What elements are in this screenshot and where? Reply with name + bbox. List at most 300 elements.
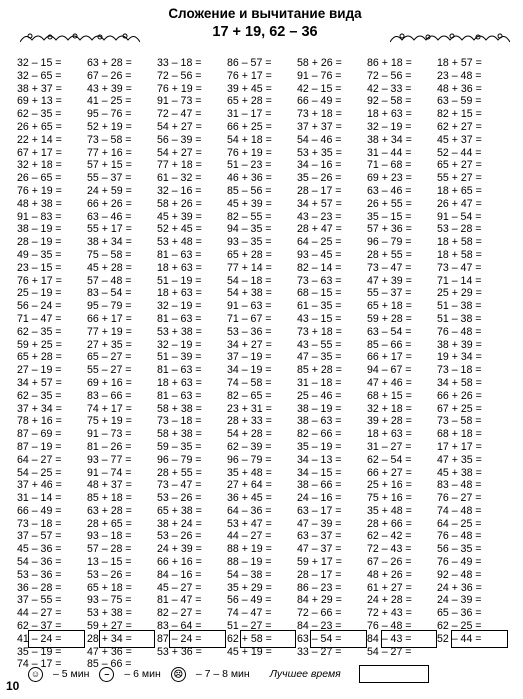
exercise-item: 73 – 58 =: [437, 415, 482, 428]
exercise-item: 25 + 16 =: [367, 479, 412, 492]
exercise-item: 38 – 19 =: [17, 223, 62, 236]
exercise-column: [367, 57, 437, 677]
exercise-item: 95 – 79 =: [87, 300, 132, 313]
exercise-item: 82 – 27 =: [157, 607, 202, 620]
exercise-item: 81 – 63 =: [157, 389, 202, 402]
exercise-item: 73 + 18 =: [297, 108, 342, 121]
exercise-item: 54 + 38 =: [227, 287, 272, 300]
exercise-item: 32 + 18 =: [17, 159, 62, 172]
exercise-item: 54 – 46 =: [297, 133, 342, 146]
exercise-item: 47 – 39 =: [297, 517, 342, 530]
exercise-item: 58 + 26 =: [157, 197, 202, 210]
exercise-item: 28 + 65 =: [87, 517, 132, 530]
exercise-item: 18 + 65 =: [437, 184, 482, 197]
exercise-item: 77 + 19 =: [87, 325, 132, 338]
exercise-item: 68 + 15 =: [367, 389, 412, 402]
exercise-item: 76 + 19 =: [157, 82, 202, 95]
exercise-item: 65 – 27 =: [87, 351, 132, 364]
exercise-item: 74 – 47 =: [227, 607, 272, 620]
exercise-item: 24 – 39 =: [437, 594, 482, 607]
exercise-item: 26 + 47 =: [437, 197, 482, 210]
exercise-item: 72 + 43 =: [367, 607, 412, 620]
exercise-item: 52 – 44 =: [437, 632, 482, 645]
exercise-item: 56 – 35 =: [437, 543, 482, 556]
smile-face-icon: ☺: [28, 667, 43, 682]
exercise-item: 43 – 15 =: [297, 312, 342, 325]
exercise-item: 63 – 54 =: [367, 325, 412, 338]
exercise-item: 45 + 39 =: [157, 210, 202, 223]
exercise-item: 38 + 24 =: [157, 517, 202, 530]
exercise-item: 77 + 18 =: [157, 159, 202, 172]
exercise-item: 34 + 57 =: [297, 197, 342, 210]
exercise-item: 65 + 38 =: [157, 504, 202, 517]
exercise-item: 49 – 35 =: [17, 248, 62, 261]
exercise-item: 69 + 13 =: [17, 95, 62, 108]
exercise-column: [437, 57, 507, 677]
exercise-item: 31 – 27 =: [367, 440, 412, 453]
exercise-item: 18 + 63 =: [367, 108, 412, 121]
exercise-item: 54 – 27 =: [367, 645, 412, 658]
exercise-item: 37 – 19 =: [227, 351, 272, 364]
exercise-item: 53 + 38 =: [157, 325, 202, 338]
exercise-item: 88 + 19 =: [227, 543, 272, 556]
exercise-item: 62 – 42 =: [367, 530, 412, 543]
exercise-item: 75 + 19 =: [87, 415, 132, 428]
exercise-item: 34 + 58 =: [437, 376, 482, 389]
exercise-item: 59 + 28 =: [367, 312, 412, 325]
exercise-item: 66 + 16 =: [157, 556, 202, 569]
exercise-item: 23 – 15 =: [17, 261, 62, 274]
exercise-item: 68 + 18 =: [437, 428, 482, 441]
exercise-item: 86 – 23 =: [297, 581, 342, 594]
exercise-item: 82 – 14 =: [297, 261, 342, 274]
exercise-item: 54 – 38 =: [227, 568, 272, 581]
exercise-item: 28 + 55 =: [367, 248, 412, 261]
exercise-item: 76 – 48 =: [437, 530, 482, 543]
exercise-item: 93 – 77 =: [87, 453, 132, 466]
exercise-item: 76 + 19 =: [227, 146, 272, 159]
page-subtitle: 17 + 19, 62 – 36: [212, 24, 318, 40]
exercise-item: 58 + 26 =: [297, 57, 342, 69]
exercise-column: [227, 57, 297, 677]
exercise-item: 83 – 64 =: [157, 620, 202, 633]
exercise-item: 76 – 49 =: [437, 556, 482, 569]
exercise-item: 32 + 18 =: [367, 402, 412, 415]
exercise-item: 62 – 37 =: [17, 620, 62, 633]
exercise-item: 28 + 34 =: [87, 632, 132, 645]
exercise-item: 27 + 35 =: [87, 338, 132, 351]
exercise-item: 26 – 65 =: [17, 172, 62, 185]
exercise-item: 92 – 48 =: [437, 568, 482, 581]
exercise-item: 53 – 26 =: [157, 492, 202, 505]
exercise-item: 85 + 18 =: [87, 492, 132, 505]
exercise-item: 63 + 28 =: [87, 57, 132, 69]
exercise-item: 55 + 17 =: [87, 223, 132, 236]
exercise-item: 33 – 27 =: [297, 645, 342, 658]
exercise-column: [17, 57, 87, 677]
exercise-item: 94 – 35 =: [227, 223, 272, 236]
time-6-label: – 6 мин: [124, 668, 161, 680]
exercise-item: 59 + 27 =: [87, 620, 132, 633]
exercise-item: 45 + 38 =: [437, 466, 482, 479]
exercise-item: 26 + 55 =: [367, 197, 412, 210]
exercise-item: 82 – 66 =: [297, 428, 342, 441]
exercise-item: 51 – 39 =: [157, 351, 202, 364]
answer-box[interactable]: [310, 630, 367, 648]
exercise-item: 18 + 57 =: [437, 57, 482, 69]
exercise-item: 24 + 39 =: [157, 543, 202, 556]
exercise-item: 34 – 16 =: [297, 159, 342, 172]
exercise-item: 36 + 45 =: [227, 492, 272, 505]
exercise-item: 62 – 35 =: [17, 108, 62, 121]
exercise-item: 53 – 28 =: [437, 223, 482, 236]
exercise-item: 65 + 27 =: [437, 159, 482, 172]
exercise-item: 39 + 45 =: [227, 82, 272, 95]
exercise-item: 91 – 74 =: [87, 466, 132, 479]
exercise-item: 31 – 17 =: [227, 108, 272, 121]
exercise-item: 93 – 18 =: [87, 530, 132, 543]
exercise-item: 41 – 25 =: [87, 95, 132, 108]
exercise-item: 35 – 19 =: [297, 440, 342, 453]
exercise-item: 66 + 26 =: [437, 389, 482, 402]
exercise-item: 93 – 75 =: [87, 594, 132, 607]
exercise-item: 17 + 17 =: [437, 440, 482, 453]
exercise-item: 35 + 48 =: [227, 466, 272, 479]
exercise-item: 91 – 63 =: [227, 300, 272, 313]
exercise-item: 92 – 58 =: [367, 95, 412, 108]
best-time-label: Лучшее время: [269, 668, 341, 680]
exercise-item: 73 – 63 =: [297, 274, 342, 287]
exercise-item: 37 + 46 =: [17, 479, 62, 492]
exercise-item: 81 – 63 =: [157, 312, 202, 325]
answer-box[interactable]: [381, 630, 438, 648]
exercise-item: 58 + 38 =: [157, 402, 202, 415]
exercise-item: 54 – 25 =: [17, 466, 62, 479]
exercise-item: 63 – 46 =: [367, 184, 412, 197]
exercise-item: 48 + 26 =: [367, 568, 412, 581]
exercise-item: 82 – 65 =: [227, 389, 272, 402]
exercise-item: 61 + 27 =: [367, 581, 412, 594]
exercise-item: 91 – 54 =: [437, 210, 482, 223]
exercise-item: 77 + 14 =: [227, 261, 272, 274]
exercise-item: 81 – 47 =: [157, 594, 202, 607]
exercise-item: 45 + 19 =: [227, 645, 272, 658]
exercise-item: 48 + 36 =: [437, 82, 482, 95]
exercise-item: 13 – 15 =: [87, 556, 132, 569]
exercise-item: 64 – 25 =: [437, 517, 482, 530]
exercise-item: 73 – 58 =: [87, 133, 132, 146]
exercise-item: 47 + 46 =: [367, 376, 412, 389]
best-time-box[interactable]: [359, 665, 429, 683]
exercise-item: 37 – 57 =: [17, 530, 62, 543]
exercise-item: 72 – 56 =: [367, 69, 412, 82]
exercise-item: 56 – 39 =: [157, 133, 202, 146]
exercise-item: 83 – 66 =: [87, 389, 132, 402]
exercise-item: 55 + 27 =: [437, 172, 482, 185]
exercise-item: 77 + 16 =: [87, 146, 132, 159]
exercise-item: 74 – 17 =: [17, 658, 62, 671]
exercise-item: 45 + 37 =: [437, 133, 482, 146]
exercise-item: 91 – 83 =: [17, 210, 62, 223]
exercise-item: 64 – 27 =: [17, 453, 62, 466]
exercise-item: 43 + 39 =: [87, 82, 132, 95]
exercise-item: 33 – 18 =: [157, 57, 202, 69]
exercise-item: 87 – 69 =: [17, 428, 62, 441]
exercise-item: 83 – 48 =: [437, 479, 482, 492]
exercise-item: 47 – 37 =: [297, 543, 342, 556]
exercise-item: 57 – 28 =: [87, 543, 132, 556]
exercise-item: 24 + 59 =: [87, 184, 132, 197]
exercise-item: 42 – 33 =: [367, 82, 412, 95]
exercise-item: 51 – 38 =: [437, 300, 482, 313]
exercise-item: 76 – 48 =: [367, 620, 412, 633]
exercise-item: 54 + 27 =: [157, 120, 202, 133]
exercise-item: 24 + 28 =: [367, 594, 412, 607]
exercise-item: 72 – 47 =: [157, 108, 202, 121]
exercise-item: 84 + 29 =: [297, 594, 342, 607]
exercise-item: 87 – 19 =: [17, 440, 62, 453]
exercise-item: 65 – 36 =: [437, 607, 482, 620]
exercise-item: 34 – 15 =: [297, 466, 342, 479]
exercise-item: 54 – 18 =: [227, 274, 272, 287]
answer-boxes: [28, 630, 508, 652]
exercise-item: 71 – 14 =: [437, 274, 482, 287]
exercise-item: 18 + 63 =: [157, 261, 202, 274]
exercise-item: 66 – 49 =: [17, 504, 62, 517]
exercise-item: 67 – 26 =: [367, 556, 412, 569]
exercise-item: 53 + 36 =: [157, 645, 202, 658]
exercise-item: 57 – 48 =: [87, 274, 132, 287]
exercise-item: 71 – 47 =: [17, 312, 62, 325]
exercise-item: 18 + 63 =: [367, 428, 412, 441]
exercise-item: 76 – 27 =: [437, 492, 482, 505]
exercise-item: 38 + 39 =: [437, 338, 482, 351]
sad-face-icon: ☹: [171, 667, 186, 682]
exercise-item: 31 – 14 =: [17, 492, 62, 505]
exercise-item: 45 + 39 =: [227, 197, 272, 210]
exercise-item: 47 + 35 =: [437, 453, 482, 466]
exercise-item: 66 + 27 =: [367, 466, 412, 479]
exercise-item: 62 – 35 =: [17, 325, 62, 338]
exercise-item: 52 + 19 =: [87, 120, 132, 133]
exercise-item: 84 – 43 =: [367, 632, 412, 645]
exercise-item: 38 + 34 =: [367, 133, 412, 146]
exercise-item: 38 – 63 =: [297, 415, 342, 428]
exercise-item: 72 – 56 =: [157, 69, 202, 82]
exercise-item: 28 + 33 =: [227, 415, 272, 428]
exercise-item: 66 – 49 =: [297, 95, 342, 108]
exercise-item: 47 + 36 =: [87, 645, 132, 658]
exercise-item: 32 – 65 =: [17, 69, 62, 82]
exercise-item: 53 + 48 =: [157, 236, 202, 249]
exercise-item: 37 – 55 =: [17, 594, 62, 607]
exercise-item: 59 – 35 =: [157, 440, 202, 453]
exercise-item: 59 + 17 =: [297, 556, 342, 569]
exercise-item: 43 – 55 =: [297, 338, 342, 351]
exercise-item: 86 + 18 =: [367, 57, 412, 69]
exercise-item: 73 – 18 =: [157, 415, 202, 428]
exercise-item: 85 – 66 =: [87, 658, 132, 671]
exercise-item: 32 – 19 =: [367, 120, 412, 133]
exercise-item: 67 + 17 =: [17, 146, 62, 159]
time-legend: [28, 664, 513, 684]
exercise-item: 35 – 26 =: [297, 172, 342, 185]
answer-box[interactable]: [240, 630, 297, 648]
exercise-item: 82 + 15 =: [437, 108, 482, 121]
exercise-item: 73 + 18 =: [297, 325, 342, 338]
exercise-item: 62 – 39 =: [227, 440, 272, 453]
exercise-item: 42 – 15 =: [297, 82, 342, 95]
exercise-item: 85 – 66 =: [367, 338, 412, 351]
exercise-item: 26 + 65 =: [17, 120, 62, 133]
exercise-item: 44 – 27 =: [17, 607, 62, 620]
exercise-item: 76 + 17 =: [227, 69, 272, 82]
exercise-item: 48 + 38 =: [17, 197, 62, 210]
exercise-item: 34 – 13 =: [297, 453, 342, 466]
exercise-item: 69 + 16 =: [87, 376, 132, 389]
exercise-item: 63 – 59 =: [437, 95, 482, 108]
exercise-item: 51 – 19 =: [157, 274, 202, 287]
exercise-item: 74 – 58 =: [227, 376, 272, 389]
exercise-item: 53 – 26 =: [157, 530, 202, 543]
exercise-item: 57 + 15 =: [87, 159, 132, 172]
page-header: [20, 4, 510, 56]
exercise-item: 62 – 35 =: [17, 389, 62, 402]
exercise-item: 71 – 68 =: [367, 159, 412, 172]
exercise-item: 45 – 27 =: [157, 581, 202, 594]
exercise-item: 84 – 16 =: [157, 568, 202, 581]
exercise-item: 24 + 36 =: [437, 581, 482, 594]
exercise-item: 32 – 19 =: [157, 338, 202, 351]
exercise-item: 25 – 19 =: [17, 287, 62, 300]
exercise-item: 96 – 79 =: [157, 453, 202, 466]
exercise-item: 41 – 24 =: [17, 632, 62, 645]
exercise-item: 64 – 36 =: [227, 504, 272, 517]
exercise-item: 93 – 35 =: [227, 236, 272, 249]
exercise-item: 55 – 37 =: [367, 287, 412, 300]
exercise-item: 85 – 56 =: [227, 184, 272, 197]
exercise-item: 18 + 63 =: [157, 287, 202, 300]
exercise-item: 25 + 29 =: [437, 287, 482, 300]
answer-box[interactable]: [28, 630, 85, 648]
exercise-item: 76 – 48 =: [437, 325, 482, 338]
exercise-item: 62 – 54 =: [367, 453, 412, 466]
exercise-item: 66 + 17 =: [87, 312, 132, 325]
neutral-face-icon: –: [99, 667, 114, 682]
exercise-item: 74 – 48 =: [437, 504, 482, 517]
exercise-item: 34 + 57 =: [17, 376, 62, 389]
exercise-item: 27 – 19 =: [17, 364, 62, 377]
exercise-item: 73 – 47 =: [157, 479, 202, 492]
exercise-item: 61 – 35 =: [297, 300, 342, 313]
exercise-item: 88 – 19 =: [227, 556, 272, 569]
exercise-item: 73 – 47 =: [437, 261, 482, 274]
exercise-column: [157, 57, 227, 677]
exercise-item: 28 + 55 =: [157, 466, 202, 479]
exercise-item: 34 – 19 =: [227, 364, 272, 377]
exercise-item: 76 + 19 =: [17, 184, 62, 197]
exercise-item: 63 + 28 =: [87, 504, 132, 517]
exercise-item: 75 – 58 =: [87, 248, 132, 261]
exercise-item: 59 + 25 =: [17, 338, 62, 351]
exercise-item: 47 – 35 =: [297, 351, 342, 364]
exercise-item: 56 – 24 =: [17, 300, 62, 313]
exercise-item: 37 + 34 =: [17, 402, 62, 415]
exercise-item: 86 – 57 =: [227, 57, 272, 69]
exercise-item: 72 – 66 =: [297, 607, 342, 620]
exercise-column: [297, 57, 367, 677]
exercise-item: 28 – 19 =: [17, 236, 62, 249]
exercise-item: 69 + 23 =: [367, 172, 412, 185]
answer-box[interactable]: [451, 630, 508, 648]
exercise-item: 72 – 43 =: [367, 543, 412, 556]
exercise-item: 91 – 73 =: [87, 428, 132, 441]
exercise-item: 67 + 25 =: [437, 402, 482, 415]
exercise-item: 43 – 23 =: [297, 210, 342, 223]
exercise-item: 28 + 66 =: [367, 517, 412, 530]
exercise-item: 28 + 47 =: [297, 223, 342, 236]
exercise-item: 53 – 36 =: [17, 568, 62, 581]
exercise-item: 53 + 35 =: [297, 146, 342, 159]
exercise-item: 56 – 49 =: [227, 594, 272, 607]
exercise-item: 94 – 67 =: [367, 364, 412, 377]
exercise-item: 73 – 47 =: [367, 261, 412, 274]
exercise-item: 54 + 27 =: [157, 146, 202, 159]
exercise-item: 91 – 73 =: [157, 95, 202, 108]
exercise-item: 63 – 46 =: [87, 210, 132, 223]
exercise-item: 53 – 26 =: [87, 568, 132, 581]
exercise-item: 93 – 45 =: [297, 248, 342, 261]
exercise-item: 38 – 19 =: [297, 402, 342, 415]
exercise-item: 78 + 16 =: [17, 415, 62, 428]
exercise-item: 54 – 36 =: [17, 556, 62, 569]
exercise-item: 35 + 48 =: [367, 504, 412, 517]
answer-box[interactable]: [169, 630, 226, 648]
exercise-item: 82 – 55 =: [227, 210, 272, 223]
exercise-item: 66 + 26 =: [87, 197, 132, 210]
exercise-item: 57 + 36 =: [367, 223, 412, 236]
exercise-item: 45 – 36 =: [17, 543, 62, 556]
exercise-item: 52 + 45 =: [157, 223, 202, 236]
exercise-item: 67 – 26 =: [87, 69, 132, 82]
exercise-grid: [17, 57, 513, 677]
exercise-item: 63 – 37 =: [297, 530, 342, 543]
exercise-item: 73 – 18 =: [437, 364, 482, 377]
exercise-item: 35 – 15 =: [367, 210, 412, 223]
exercise-item: 65 + 18 =: [367, 300, 412, 313]
exercise-item: 44 – 27 =: [227, 530, 272, 543]
answer-box[interactable]: [99, 630, 156, 648]
exercise-item: 85 + 28 =: [297, 364, 342, 377]
exercise-item: 31 – 18 =: [297, 376, 342, 389]
exercise-item: 81 – 26 =: [87, 440, 132, 453]
exercise-item: 54 + 28 =: [227, 428, 272, 441]
exercise-item: 96 – 79 =: [367, 236, 412, 249]
exercise-item: 35 + 29 =: [227, 581, 272, 594]
exercise-item: 96 – 79 =: [227, 453, 272, 466]
time-5-label: – 5 мин: [53, 668, 90, 680]
exercise-item: 51 – 27 =: [227, 620, 272, 633]
exercise-item: 39 + 28 =: [367, 415, 412, 428]
exercise-item: 81 – 63 =: [157, 364, 202, 377]
page-title: Сложение и вычитание вида: [168, 6, 362, 21]
exercise-item: 83 – 54 =: [87, 287, 132, 300]
exercise-item: 24 – 16 =: [297, 492, 342, 505]
exercise-item: 25 – 46 =: [297, 389, 342, 402]
time-7-8-label: – 7 – 8 мин: [195, 668, 250, 680]
exercise-item: 32 – 15 =: [17, 57, 62, 69]
exercise-item: 48 + 37 =: [87, 479, 132, 492]
